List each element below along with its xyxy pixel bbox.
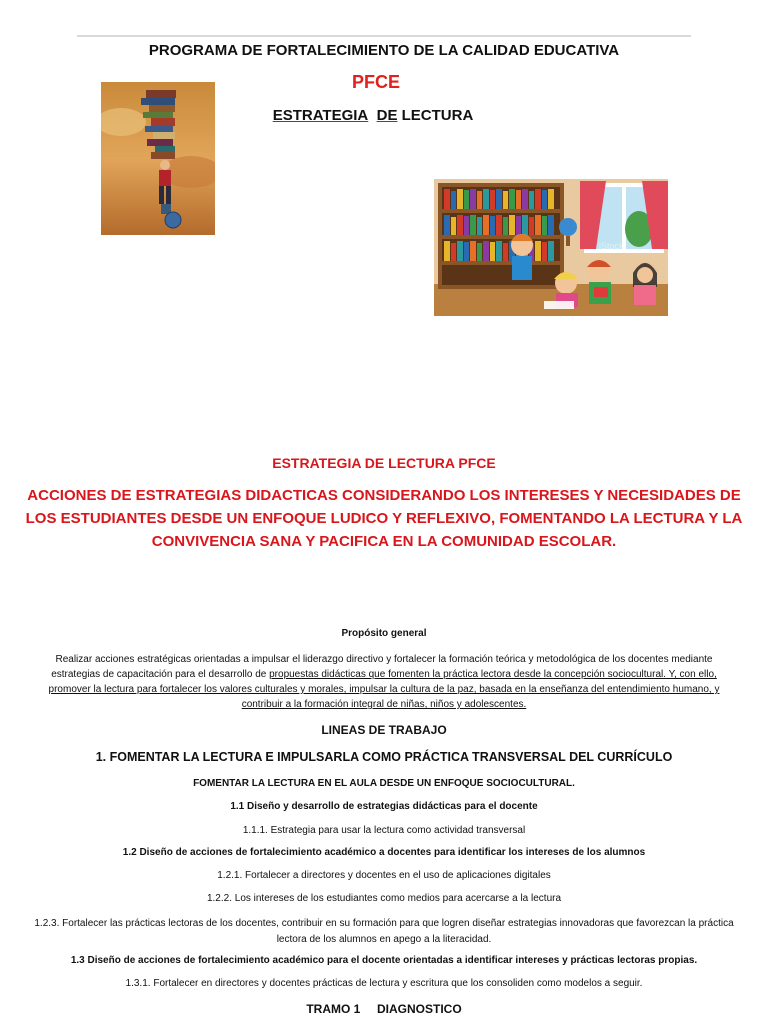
program-title: PROGRAMA DE FORTALECIMIENTO DE LA CALIDAD EDUCATIVA xyxy=(148,42,620,59)
list-item: 1.2 Diseño de acciones de fortalecimiento académico a docentes para identificar los intereses de los alumnos xyxy=(122,847,646,858)
list-item: 1.3 Diseño de acciones de fortalecimiento académico para el docente orientadas a identificar intereses y prácticas lectoras propias. xyxy=(70,955,698,966)
list-item: 1.1 Diseño y desarrollo de estrategias didácticas para el docente xyxy=(230,801,538,812)
strategy-headline: ACCIONES DE ESTRATEGIAS DIDACTICAS CONSIDERANDO LOS INTERESES Y NECESIDADES DE LOS ESTUDIANTES DESDE UN ENFOQUE LUDICO Y REFLEXIVO, FOMENTANDO LA LECTURA Y LA CONVIVENCIA SANA Y PACIFICA EN LA COMUNIDAD ESCOLAR. xyxy=(25,487,743,550)
book-tower-image xyxy=(101,82,215,235)
list-item: 1.2.1. Fortalecer a directores y docentes en el uso de aplicaciones digitales xyxy=(217,870,551,881)
work-line-1: 1. FOMENTAR LA LECTURA E IMPULSARLA COMO PRÁCTICA TRANSVERSAL DEL CURRÍCULO xyxy=(95,750,673,764)
tramo-heading: TRAMO 1 DIAGNOSTICO xyxy=(306,1002,462,1016)
purpose-heading: Propósito general xyxy=(341,628,427,639)
purpose-text-underlined: propuestas didácticas que fomenten la práctica lectora desde la concepción sociocultural. Y, con ello, promover la lectura para fortalecer los valores culturales y morales, impulsar la cultura de la paz, basada en la enseñanza del entendimiento humano, y contribuir a la formación integral de niñas, niños y adolescentes. xyxy=(48,669,720,710)
strategy-label: ESTRATEGIA DE LECTURA PFCE xyxy=(272,455,496,471)
list-item: 1.2.2. Los intereses de los estudiantes como medios para acercarse a la lectura xyxy=(206,893,562,904)
top-rule xyxy=(77,35,691,37)
list-item: 1.1.1. Estrategia para usar la lectura como actividad transversal xyxy=(242,825,526,836)
children-library-image xyxy=(434,179,668,316)
work-lines-heading: LINEAS DE TRABAJO xyxy=(321,723,447,737)
strategy-title-word2: DE xyxy=(376,107,398,124)
strategy-title-word1: ESTRATEGIA xyxy=(272,107,369,124)
list-item: 1.3.1. Fortalecer en directores y docentes prácticas de lectura y escritura que los consoliden como modelos a seguir. xyxy=(125,978,643,989)
watermark-text: iStock xyxy=(599,241,624,251)
purpose-text-plain: Realizar acciones estratégicas orientadas a impulsar el liderazgo directivo y fortalecer la formación teórica y metodológica de los docentes mediante estrategias de capacitación para el desarrollo de xyxy=(51,654,713,680)
pfce-acronym: PFCE xyxy=(351,72,400,92)
work-line-1-sub: FOMENTAR LA LECTURA EN EL AULA DESDE UN ENFOQUE SOCIOCULTURAL. xyxy=(193,778,575,789)
purpose-text xyxy=(32,652,736,712)
strategy-title-word3: LECTURA xyxy=(401,107,474,124)
list-item: 1.2.3. Fortalecer las prácticas lectoras de los docentes, contribuir en su formación para que logren diseñar estrategias innovadoras que favorezcan la práctica lectora de los alumnos en apego a la literacidad. xyxy=(34,918,734,945)
